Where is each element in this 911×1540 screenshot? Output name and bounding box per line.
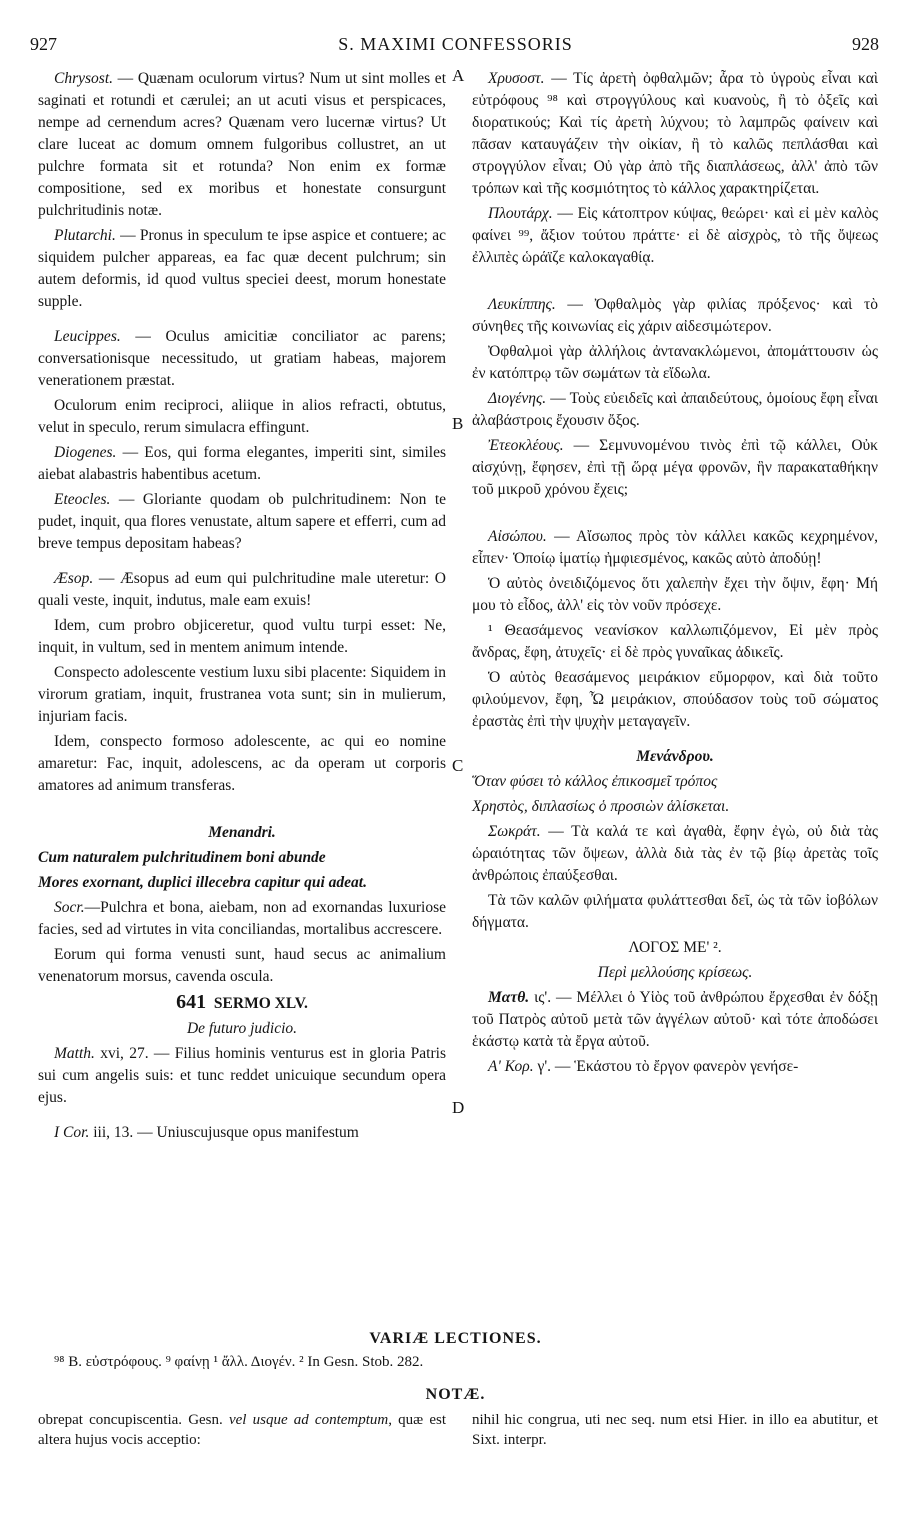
latin-paragraph <box>38 326 446 392</box>
greek-paragraph <box>472 341 878 385</box>
greek-paragraph <box>472 667 878 733</box>
verse-line: Ὅταν φύσει τὸ κάλλος ἐπικοσμεῖ τρόπος <box>472 773 718 790</box>
latin-paragraph <box>38 1043 446 1109</box>
paragraph-text: — Pronus in speculum te ipse aspice et contuere; ac siquidem pulcher appareas, ea fac quæ decent pulchrum; sin autem deformis, id quod vultus speciei deest, morum honestate supple. <box>38 227 446 310</box>
note-text: , quæ est altera hujus vocis acceptio: <box>38 1412 447 1448</box>
speaker-label: Χρυσοστ. <box>488 70 545 87</box>
logos-subtitle: Περὶ μελλούσης κρίσεως. <box>597 964 753 981</box>
greek-paragraph <box>472 526 878 570</box>
menandrou-heading: Μενάνδρου. <box>636 748 714 765</box>
latin-paragraph <box>38 662 446 728</box>
verse-line: Mores exornant, duplici illecebra capitur qui adeat. <box>38 874 367 891</box>
page-number-left: 927 <box>30 34 57 54</box>
speaker-label: Socr. <box>54 899 85 916</box>
speaker-label: Æsop. <box>54 570 94 587</box>
greek-paragraph <box>472 821 878 887</box>
verse-line: Cum naturalem pulchritudinem boni abunde <box>38 849 326 866</box>
latin-paragraph <box>38 68 446 222</box>
notae-left-text <box>38 1410 446 1450</box>
logos-heading: ΛΟΓΟΣ ΜΕ' ². <box>628 939 722 956</box>
speaker-label: Διογένης. <box>488 390 547 407</box>
speaker-label: Leucippes. <box>54 328 121 345</box>
paragraph-text: Ὁ αὐτὸς θεασάμενος μειράκιον εὔμορφον, καὶ διὰ τοῦτο φιλούμενον, ἔφη, Ὦ μειράκιον, σπούδασον τοὺς τοῦ σώματος ἐραστὰς ἐπὶ τὴν ψυχὴν μεταγαγεῖν. <box>472 669 878 730</box>
speaker-label: Plutarchi. <box>54 227 116 244</box>
margin-letter-d: D <box>452 1098 465 1117</box>
speaker-label: Αἰσώπου. <box>488 528 547 545</box>
latin-paragraph <box>38 944 446 988</box>
speaker-label: Matth. <box>54 1045 95 1062</box>
paragraph-text: ις'. — Μέλλει ὁ Υἱὸς τοῦ ἀνθρώπου ἔρχεσθαι ἐν δόξῃ τοῦ Πατρὸς αὐτοῦ μετὰ τῶν ἀγγέλων αὐτοῦ· καὶ τότε ἀποδώσει ἑκάστῳ κατὰ τὰ ἔργα αὐτοῦ. <box>472 989 878 1050</box>
variae-lectiones-title: VARIÆ LECTIONES. <box>369 1330 542 1347</box>
paragraph-text: — Τίς ἀρετὴ ὀφθαλμῶν; ἆρα τὸ ὑγροὺς εἶναι καὶ εὐτρόφους ⁹⁸ καὶ στρογγύλους καὶ κυανοὺς, ἢ τὸ ὀξεῖς καὶ διορατικούς; Καὶ τίς ἀρετὴ λύχνου; τὸ λαμπρῶς φαίνειν καὶ πᾶσαν καταυγάζειν τὴν οἰκίαν, ἢ τὸ καλῶς πεπλάσθαι καὶ στρογγύλον εἶναι; Οὐ γὰρ ἀπὸ τῆς διαπλάσεως, ἀλλ' ἀπὸ τῶν τρόπων καὶ τῆς κοσμιότητος τὸ κάλλος χαρακτηρίζεται. <box>472 70 878 197</box>
speaker-label: Πλουτάρχ. <box>488 205 553 222</box>
paragraph-text: — Ὀφθαλμὸς γὰρ φιλίας πρόξενος· καὶ τὸ σύνηθες τῆς κοινωνίας εἰς χάριν αἰδεσιμώτερον. <box>472 296 878 335</box>
latin-paragraph <box>38 225 446 313</box>
speaker-label: Α' Κορ. <box>488 1058 534 1075</box>
menandri-heading: Menandri. <box>208 824 276 841</box>
paragraph-text: — Τὰ καλά τε καὶ ἀγαθὰ, ἔφην ἐγὼ, οὐ διὰ τὰς ὡραιότητας τῶν ὄψεων, ἀλλὰ διὰ τὰς ἐν τῷ βίῳ ἀρετὰς τοῖς ἀνθρώποις ἐπαύξεσθαι. <box>472 823 878 884</box>
notae-title: NOTÆ. <box>425 1386 486 1403</box>
speaker-label: Diogenes. <box>54 444 117 461</box>
greek-column <box>472 68 878 1081</box>
paragraph-text: — Eos, qui forma elegantes, imperiti sint, similes aiebat alabastris habentibus acetum. <box>38 444 446 483</box>
note-text: obrepat concupiscentia. Gesn. <box>38 1412 229 1428</box>
running-title: S. MAXIMI CONFESSORIS <box>338 34 573 54</box>
latin-column <box>38 68 446 1147</box>
latin-paragraph <box>38 568 446 612</box>
greek-paragraph <box>472 203 878 269</box>
latin-paragraph <box>38 897 446 941</box>
latin-paragraph <box>38 615 446 659</box>
paragraph-text: iii, 13. — Uniuscujusque opus manifestum <box>89 1124 359 1141</box>
latin-paragraph <box>38 395 446 439</box>
greek-paragraph <box>472 620 878 664</box>
sermo-subtitle: De futuro judicio. <box>186 1020 298 1037</box>
speaker-label: Σωκράτ. <box>488 823 541 840</box>
verse-line: Χρηστὸς, διπλασίως ὁ προσιὼν ἁλίσκεται. <box>472 798 730 815</box>
latin-paragraph <box>38 731 446 797</box>
paragraph-text: Oculorum enim reciproci, aliique in alios refracti, obtutus, velut in speculo, rerum simulacra effingunt. <box>38 397 446 436</box>
latin-paragraph <box>38 1122 446 1144</box>
latin-paragraph <box>38 442 446 486</box>
variae-lectiones-text: ⁹⁸ B. εὐστρόφους. ⁹ φαίνῃ ¹ ἄλλ. Διογέν. ² In Gesn. Stob. 282. <box>54 1354 424 1370</box>
paragraph-text: — Oculus amicitiæ conciliator ac parens; conversationisque necessitudo, ut gratiam habeas, majorem venerationem præstat. <box>38 328 446 389</box>
margin-letter-b: B <box>452 414 464 433</box>
paragraph-text: Ὁ αὐτὸς ὀνειδιζόμενος ὅτι χαλεπὴν ἔχει τὴν ὄψιν, ἔφη· Μή μου τὸ εἶδος, ἀλλ' εἰς τὸν νοῦν πρόσεχε. <box>472 575 878 614</box>
margin-letter-c: C <box>452 756 464 775</box>
margin-letter-a: A <box>452 66 465 85</box>
speaker-label: Λευκίππης. <box>488 296 556 313</box>
column-number: 641 <box>176 991 207 1013</box>
paragraph-text: — Εἰς κάτοπτρον κύψας, θεώρει· καὶ εἰ μὲν καλὸς φαίνει ⁹⁹, ἄξιον τούτου πράττε· εἰ δὲ αἰσχρὸς, τὸ τῆς ὄψεως ἐλλιπὲς ὡράϊζε καλοκαγαθίᾳ. <box>472 205 878 266</box>
greek-paragraph <box>472 573 878 617</box>
greek-paragraph <box>472 435 878 501</box>
speaker-label: Ματθ. <box>488 989 530 1006</box>
greek-paragraph <box>472 987 878 1053</box>
greek-paragraph <box>472 68 878 200</box>
greek-paragraph <box>472 890 878 934</box>
paragraph-text: — Αἴσωπος πρὸς τὸν κάλλει κακῶς κεχρημένον, εἶπεν· Ὁποίῳ ἱματίῳ ἠμφιεσμένος, κακῶς αὐτὸ ἀποδύῃ! <box>472 528 878 567</box>
speaker-label: Ἐτεοκλέους. <box>488 437 564 454</box>
greek-paragraph <box>472 1056 878 1078</box>
greek-paragraph <box>472 294 878 338</box>
page-number-right: 928 <box>852 34 879 54</box>
paragraph-text: —Pulchra et bona, aiebam, non ad exornandas luxuriose facies, sed ad virtutes in vita conciliandas, mortalibus accrescere. <box>38 899 446 938</box>
paragraph-text: Τὰ τῶν καλῶν φιλήματα φυλάττεσθαι δεῖ, ὡς τὰ τῶν ἰοβόλων δήγματα. <box>472 892 878 931</box>
paragraph-text: Idem, cum probro objiceretur, quod vultu turpi esset: Ne, inquit, in vultum, sed in mentem animum intende. <box>38 617 446 656</box>
paragraph-text: — Gloriante quodam ob pulchritudinem: Non te pudet, inquit, qua flores venustate, altum sapere et efferri, cum ad breve tempus depositam habeas? <box>38 491 446 552</box>
sermo-title: SERMO XLV. <box>213 995 308 1012</box>
paragraph-text: — Τοὺς εὐειδεῖς καὶ ἀπαιδεύτους, ὁμοίους ἔφη εἶναι ἀλαβάστροις ἔχουσιν ὄξος. <box>472 390 878 429</box>
paragraph-text: xvi, 27. — Filius hominis venturus est in gloria Patris sui cum angelis suis: et tunc reddet unicuique secundum opera ejus. <box>38 1045 446 1106</box>
notae-right-text: nihil hic congrua, uti nec seq. num etsi Hier. in illo ea abutitur, et Sixt. interpr. <box>472 1412 878 1448</box>
note-italic-text: vel usque ad contemptum <box>228 1412 389 1428</box>
paragraph-text: γ'. — Ἑκάστου τὸ ἔργον φανερὸν γενήσε- <box>533 1058 799 1075</box>
paragraph-text: ¹ Θεασάμενος νεανίσκον καλλωπιζόμενον, Εἰ μὲν πρὸς ἄνδρας, ἔφη, ἀτυχεῖς· εἰ δὲ πρὸς γυναῖκας ἀδικεῖς. <box>472 622 878 661</box>
paragraph-text: — Quænam oculorum virtus? Num ut sint molles et saginati et rotundi et cærulei; an ut acuti visus et perspicaces, nempe ad cernendum acres? Quænam vero lucernæ virtus? Ut clare luceat ac domum omnem fulgoribus collustret, an ut pulchre formata sit et rotunda? Non enim ex formæ compositione, sed ex moribus et honestate consurgunt pulchritudinis notæ. <box>38 70 446 219</box>
paragraph-text: — Æsopus ad eum qui pulchritudine male uteretur: O quali veste, inquit, indutus, male eam exuis! <box>38 570 446 609</box>
paragraph-text: Ὀφθαλμοὶ γὰρ ἀλλήλοις ἀντανακλώμενοι, ἀπομάττουσιν ὡς ἐν κατόπτρῳ τῶν σωμάτων τὰ εἴδωλα. <box>472 343 878 382</box>
sermo-heading <box>38 991 446 1015</box>
speaker-label: Eteocles. <box>54 491 111 508</box>
paragraph-text: — Σεμνυνομένου τινὸς ἐπὶ τῷ κάλλει, Οὐκ αἰσχύνῃ, ἔφησεν, ἐπὶ τῇ ὥρᾳ μέγα φρονῶν, ἣν παρακαταθήκην τοῦ μικροῦ χρόνου ἔχεις; <box>472 437 878 498</box>
paragraph-text: Eorum qui forma venusti sunt, haud secus ac animalium venenatorum morsus, cavenda oscula. <box>38 946 446 985</box>
paragraph-text: Conspecto adolescente vestium luxu sibi placente: Siquidem in virorum gratiam, inquit, frustranea vota sunt; sin in mulierum, injuriam facis. <box>38 664 446 725</box>
greek-paragraph <box>472 388 878 432</box>
latin-paragraph <box>38 489 446 555</box>
speaker-label: Chrysost. <box>54 70 113 87</box>
paragraph-text: Idem, conspecto formoso adolescente, ac qui eo nomine amaretur: Fac, inquit, adolescens, ac da operam ut corporis amatores ad animum transferas. <box>38 733 446 794</box>
speaker-label: I Cor. <box>54 1124 90 1141</box>
